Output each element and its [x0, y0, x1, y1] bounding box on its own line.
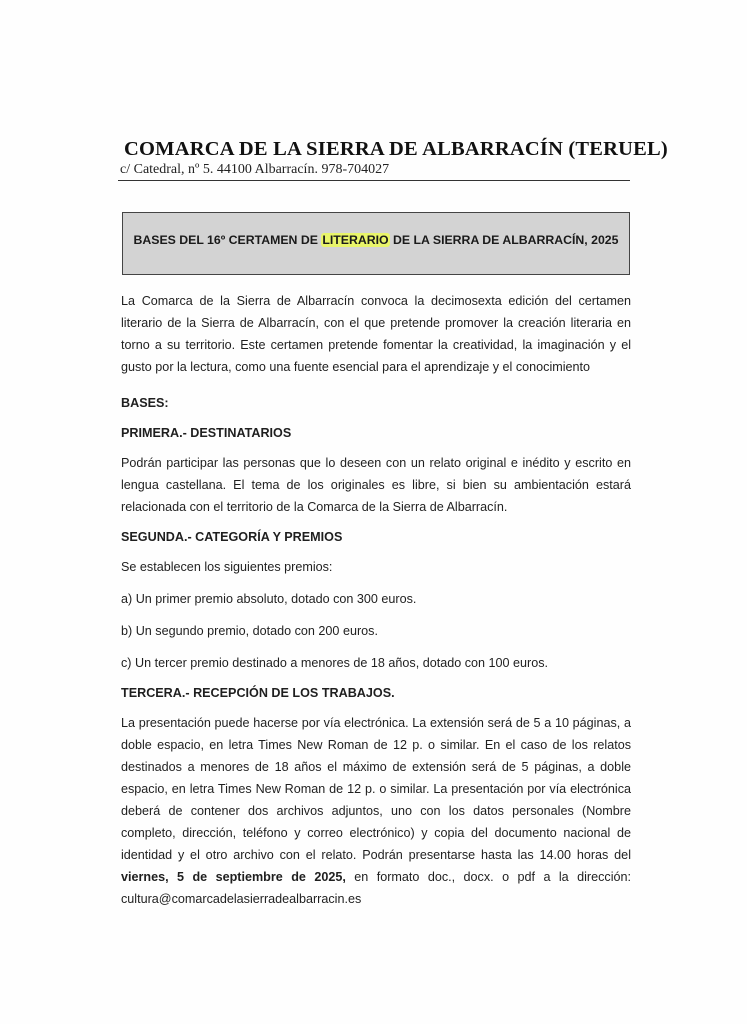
prizes-intro: Se establecen los siguientes premios: [121, 560, 333, 574]
title-banner [122, 212, 630, 275]
banner-title [123, 233, 629, 247]
banner-title-end: DE LA SIERRA DE ALBARRACÍN, 2025 [389, 233, 619, 247]
prize-item-third: c) Un tercer premio destinado a menores de 18 años, dotado con 100 euros. [121, 656, 549, 670]
tercera-text-email: en formato doc., docx. o pdf a la dirección: cultura@comarcadelasierradealbarracin.es [121, 870, 631, 906]
tercera-paragraph [121, 712, 631, 910]
bases-label: BASES: [121, 396, 169, 410]
organization-title: COMARCA DE LA SIERRA DE ALBARRACÍN (TERUEL) [124, 138, 668, 160]
document-body [121, 290, 631, 910]
prize-item-first: a) Un primer premio absoluto, dotado con 300 euros. [121, 592, 417, 606]
intro-paragraph: La Comarca de la Sierra de Albarracín convoca la decimosexta edición del certamen literario de la Sierra de Albarracín, con el que pretende promover la creación literaria en torno a su territorio. Este certamen pretende fomentar la creatividad, la imaginación y el gusto por la lectura, como una fuente esencial para el aprendizaje y el conocimiento [121, 294, 631, 374]
highlighted-word: LITERARIO [322, 233, 389, 247]
section-heading-tercera: TERCERA.- RECEPCIÓN DE LOS TRABAJOS. [121, 686, 395, 700]
organization-address: c/ Catedral, nº 5. 44100 Albarracín. 978-704027 [120, 162, 390, 177]
section-heading-primera: PRIMERA.- DESTINATARIOS [121, 426, 292, 440]
tercera-text: La presentación puede hacerse por vía electrónica. La extensión será de 5 a 10 páginas, a doble espacio, en letra Times New Roman de 12 p. o similar. En el caso de los relatos destinados a menores de 18 años el máximo de extensión será de 5 páginas, a doble espacio, en letra Times New Roman de 12 p. o similar. La presentación por vía electrónica deberá de contener dos archivos adjuntos, uno con los datos personales (Nombre completo, dirección, teléfono y correo electrónico) y copia del documento nacional de identidad y el otro archivo con el relato. Podrán presentarse hasta las 14.00 horas del [121, 716, 631, 862]
deadline-date: viernes, 5 de septiembre de 2025, [121, 870, 346, 884]
banner-title-start: BASES DEL 16º CERTAMEN DE [133, 233, 322, 247]
primera-paragraph: Podrán participar las personas que lo deseen con un relato original e inédito y escrito en lengua castellana. El tema de los originales es libre, si bien su ambientación estará relacionada con el territorio de la Comarca de la Sierra de Albarracín. [121, 456, 631, 514]
section-heading-segunda: SEGUNDA.- CATEGORÍA Y PREMIOS [121, 530, 343, 544]
prize-item-second: b) Un segundo premio, dotado con 200 euros. [121, 624, 378, 638]
header-divider [118, 180, 630, 181]
